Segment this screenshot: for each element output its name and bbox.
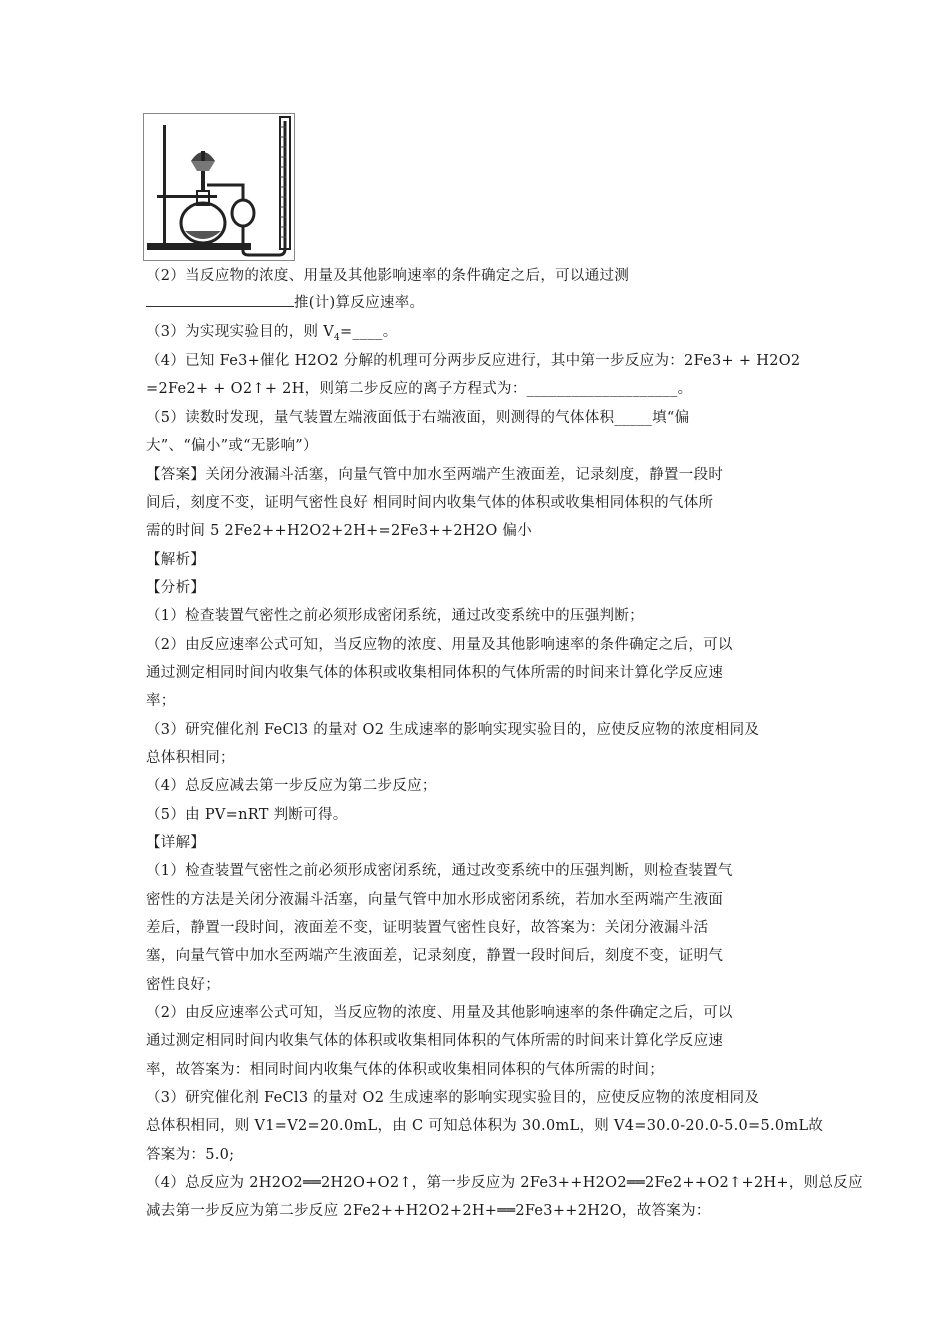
q5-line-1: （5）读数时发现，量气装置左端液面低于右端液面，则测得的气体体积_____填“偏 — [146, 410, 690, 426]
q2-line-2-text: 推(计)算反应速率。 — [294, 295, 425, 311]
fenxi-heading: 【分析】 — [146, 580, 206, 596]
detail-line-2: 密性的方法是关闭分液漏斗活塞，向量气管中加水形成密闭系统，若加水至两端产生液面 — [146, 892, 724, 908]
q3-line — [146, 322, 398, 342]
detail-line-7: 通过测定相同时间内收集气体的体积或收集相同体积的气体所需的时间来计算化学反应速 — [146, 1033, 724, 1049]
q3-sub: 4 — [334, 332, 341, 343]
answer-line-3: 需的时间 5 2Fe2++H2O2+2H+=2Fe3++2H2O 偏小 — [146, 523, 533, 539]
detail-line-3: 差后，静置一段时间，液面差不变，证明装置气密性良好，故答案为：关闭分液漏斗活 — [146, 920, 709, 936]
analysis-line-2: （2）由反应速率公式可知，当反应物的浓度、用量及其他影响速率的条件确定之后，可以 — [146, 637, 733, 653]
detail-line-9: （3）研究催化剂 FeCl3 的量对 O2 生成速率的影响实现实验目的，应使反应物的浓度相同及 — [146, 1090, 760, 1106]
xiangjie-heading: 【详解】 — [146, 835, 206, 851]
detail-line-5: 密性良好； — [146, 977, 220, 993]
detail-line-8: 率，故答案为：相同时间内收集气体的体积或收集相同体积的气体所需的时间； — [146, 1062, 664, 1078]
analysis-line-6: 总体积相同； — [146, 750, 235, 766]
detail-line-12: （4）总反应为 2H2O2══2H2O+O2↑，第一步反应为 2Fe3++H2O2══2Fe2++O2↑+2H+，则总反应 — [146, 1175, 863, 1191]
analysis-line-3: 通过测定相同时间内收集气体的体积或收集相同体积的气体所需的时间来计算化学反应速 — [146, 665, 724, 681]
q2-line-2 — [146, 292, 424, 313]
q3-text-b: =____。 — [340, 324, 398, 340]
answer-line-1: 【答案】关闭分液漏斗活塞，向量气管中加水至两端产生液面差，记录刻度，静置一段时 — [146, 467, 724, 483]
answer-blank — [146, 292, 294, 307]
analysis-line-8: （5）由 PV=nRT 判断可得。 — [146, 807, 348, 823]
analysis-line-4: 率； — [146, 693, 176, 709]
q2-line-1: （2）当反应物的浓度、用量及其他影响速率的条件确定之后，可以通过测 — [146, 268, 630, 284]
detail-line-11: 答案为：5.0; — [146, 1147, 235, 1163]
detail-line-6: （2）由反应速率公式可知，当反应物的浓度、用量及其他影响速率的条件确定之后，可以 — [146, 1005, 733, 1021]
analysis-line-1: （1）检查装置气密性之前必须形成密闭系统，通过改变系统中的压强判断； — [146, 608, 644, 624]
detail-line-10: 总体积相同，则 V1=V2=20.0mL，由 C 可知总体积为 30.0mL，则 V4=30.0-20.0-5.0=5.0mL故 — [146, 1118, 824, 1134]
q3-text-a: （3）为实现实验目的，则 V — [146, 324, 335, 340]
detail-line-1: （1）检查装置气密性之前必须形成密闭系统，通过改变系统中的压强判断，则检查装置气 — [146, 863, 733, 879]
lab-apparatus-figure — [143, 113, 295, 261]
detail-line-4: 塞，向量气管中加水至两端产生液面差，记录刻度，静置一段时间后，刻度不变，证明气 — [146, 948, 724, 964]
answer-line-2: 间后，刻度不变，证明气密性良好 相同时间内收集气体的体积或收集相同体积的气体所 — [146, 495, 714, 511]
jiexi-heading: 【解析】 — [146, 552, 206, 568]
detail-line-13: 减去第一步反应为第二步反应 2Fe2++H2O2+2H+══2Fe3++2H2O，故答案为： — [146, 1203, 711, 1219]
q4-line-2: =2Fe2+ + O2↑+ 2H，则第二步反应的离子方程式为：____________________。 — [146, 381, 693, 397]
analysis-line-7: （4）总反应减去第一步反应为第二步反应； — [146, 778, 437, 794]
q5-line-2: 大”、“偏小”或“无影响”） — [146, 438, 318, 454]
q4-line-1: （4）已知 Fe3+催化 H2O2 分解的机理可分两步反应进行，其中第一步反应为：2Fe3+ + H2O2 — [146, 353, 801, 369]
analysis-line-5: （3）研究催化剂 FeCl3 的量对 O2 生成速率的影响实现实验目的，应使反应物的浓度相同及 — [146, 722, 760, 738]
